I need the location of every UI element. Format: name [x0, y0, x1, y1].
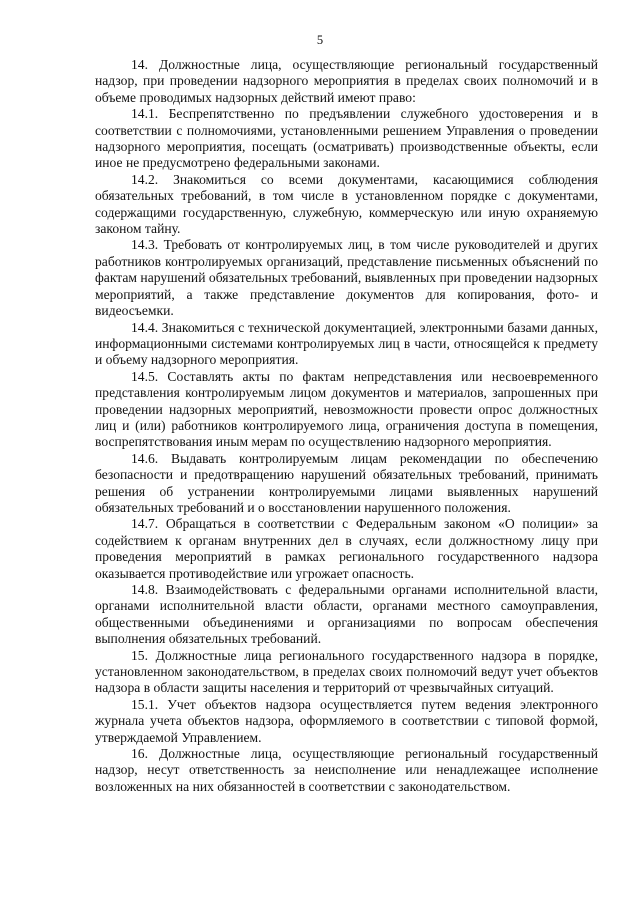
paragraph-16: 16. Должностные лица, осуществляющие региональный государственный надзор, несут ответственность за неисполнение или ненадлежащее исполнение возложенных на них обязанностей в соответствии с законодательством.: [95, 746, 598, 794]
document-body: [95, 57, 598, 795]
paragraph-14-4: 14.4. Знакомиться с технической документацией, электронными базами данных, информационными системами контролируемых лиц в части, относящейся к предмету и объему надзорного мероприятия.: [95, 319, 598, 368]
paragraph-14-1: 14.1. Беспрепятственно по предъявлении служебного удостоверения и в соответствии с полномочиями, установленными решением Управления о проведении надзорного мероприятия, посещать (осматривать) производственные объекты, если иное не предусмотрено федеральными законами.: [95, 106, 598, 171]
paragraph-15-1: 15.1. Учет объектов надзора осуществляется путем ведения электронного журнала учета объектов надзора, оформляемого в соответствии с типовой формой, утверждаемой Управлением.: [95, 696, 598, 745]
paragraph-15: 15. Должностные лица регионального государственного надзора в порядке, установленном законодательством, в пределах своих полномочий ведут учет объектов надзора в области защиты населения и территорий от чрезвычайных ситуаций.: [95, 647, 598, 696]
paragraph-14-8: 14.8. Взаимодействовать с федеральными органами исполнительной власти, органами исполнительной власти области, органами местного самоуправления, общественными объединениями и организациями по вопросам обеспечения выполнения обязательных требований.: [95, 582, 598, 647]
paragraph-14-5: 14.5. Составлять акты по фактам непредставления или несвоевременного представления контролируемым лицом документов и материалов, запрошенных при проведении надзорных мероприятий, невозможности провести опрос должностных лиц и (или) работников контролируемого лица, ограничения доступа в помещения, воспрепятствования иным мерам по осуществлению надзорного мероприятия.: [95, 368, 598, 450]
page-number: 5: [316, 33, 324, 47]
paragraph-14-7: 14.7. Обращаться в соответствии с Федеральным законом «О полиции» за содействием к органам внутренних дел в случаях, если должностному лицу при проведения мероприятий в рамках регионального государственного надзора оказывается противодействие или угрожает опасность.: [95, 516, 598, 581]
paragraph-14-2: 14.2. Знакомиться со всеми документами, касающимися соблюдения обязательных требований, в том числе в установленном порядке с документами, содержащими государственную, служебную, коммерческую или иную охраняемую законом тайну.: [95, 171, 598, 237]
paragraph-14-3: 14.3. Требовать от контролируемых лиц, в том числе руководителей и других работников контролируемых организаций, представление письменных объяснений по фактам нарушений обязательных требований, выявленных при проведении надзорных мероприятий, а также представление документов для копирования, фото- и видеосъемки.: [95, 237, 598, 319]
paragraph-14: 14. Должностные лица, осуществляющие региональный государственный надзор, при проведении надзорного мероприятия в пределах своих полномочий и в объеме проводимых надзорных действий имеют право:: [95, 57, 598, 105]
paragraph-14-6: 14.6. Выдавать контролируемым лицам рекомендации по обеспечению безопасности и предотвращению нарушений обязательных требований, принимать решения об устранении контролируемыми лицами выявленных нарушений обязательных требований и о восстановлении нарушенного положения.: [95, 450, 598, 515]
